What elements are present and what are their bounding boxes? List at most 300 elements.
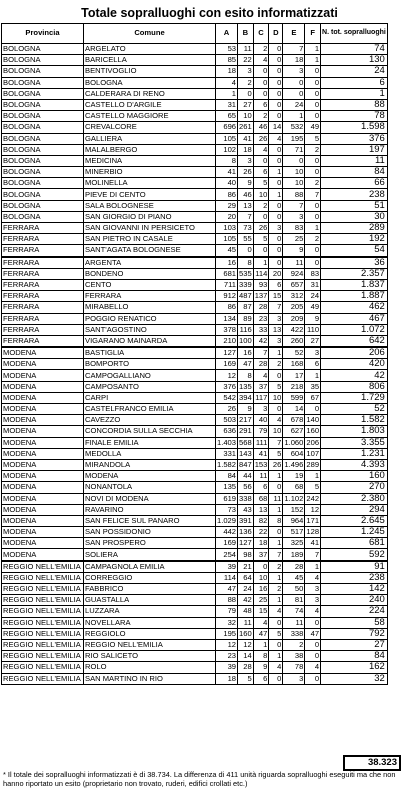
cell-e: 168 [283,359,305,370]
cell-provincia: FERRARA [2,268,84,279]
cell-comune: NONANTOLA [84,482,216,493]
cell-f: 0 [305,167,321,178]
cell-a: 31 [216,99,238,110]
cell-b: 391 [239,515,252,525]
cell-comune: ROLO [84,662,216,673]
cell-comune: CAMPOSANTO [84,381,216,392]
cell-f: 3 [305,347,321,359]
header-e: E [283,24,305,44]
table-row [2,122,388,133]
cell-total: 1.598 [321,122,388,133]
cell-b: 13 [238,200,254,211]
cell-d: 0 [269,639,283,650]
cell-a: 442 [216,527,238,538]
cell-provincia: REGGIO NELL'EMILIA [2,639,84,650]
cell-comune: SAN PROSPERO [84,538,216,549]
cell-e: 78 [283,662,305,673]
cell-comune: CONCORDIA SULLA SECCHIA [84,426,216,437]
cell-e: 3 [283,211,305,222]
cell-a: 127 [216,347,238,359]
table-row [2,211,388,222]
cell-b: 3 [238,66,254,77]
cell-d: 10 [269,426,283,437]
cell-c: 0 [253,155,269,166]
cell-e: 1.060 [284,437,304,447]
cell-c: 18 [253,538,269,549]
cell-c: 6 [253,99,269,110]
cell-b: 100 [238,335,254,347]
cell-f: 171 [306,515,320,525]
cell-total: 1.729 [321,392,388,403]
cell-f: 31 [305,279,321,290]
cell-c: 5 [253,178,269,189]
cell-comune: CAMPOGALLIANO [84,370,216,381]
cell-d: 0 [269,88,283,99]
cell-c: 42 [253,335,269,347]
cell-d: 1 [269,189,283,200]
cell-e: 88 [283,189,305,200]
cell-total: 792 [321,628,388,639]
cell-f: 41 [305,538,321,549]
table-row [2,257,388,269]
cell-f: 49 [305,302,321,313]
cell-c: 0 [253,211,269,222]
cell-e: 17 [283,370,305,381]
table-row [2,617,388,628]
cell-b: 5 [238,673,254,684]
cell-d: 4 [269,415,283,426]
cell-f: 1 [305,44,321,55]
cell-e: 218 [283,381,305,392]
cell-d: 0 [269,55,283,66]
cell-c: 28 [253,359,269,370]
cell-total: 238 [321,189,388,200]
cell-a: 103 [216,223,238,234]
cell-e: 28 [283,561,305,573]
cell-b: 89 [238,313,254,324]
table-row [2,639,388,650]
cell-d: 26 [269,459,283,470]
cell-a: 102 [216,144,238,155]
cell-comune: GUASTALLA [84,595,216,606]
cell-b: 7 [238,211,254,222]
cell-total: 206 [321,347,388,359]
cell-comune: ARGENTA [84,257,216,269]
cell-b: 535 [239,268,252,278]
cell-c: 68 [253,493,269,504]
table-row [2,595,388,606]
cell-a: 912 [216,291,238,302]
cell-total: 42 [321,370,388,381]
cell-comune: NOVELLARA [84,617,216,628]
cell-provincia: MODENA [2,448,84,459]
cell-b: 27 [238,99,254,110]
cell-a: 105 [216,133,238,144]
cell-d: 1 [269,347,283,359]
cell-c: 6 [253,167,269,178]
cell-provincia: FERRARA [2,302,84,313]
table-row [2,628,388,639]
cell-comune: LUZZARA [84,606,216,617]
cell-comune: FABBRICO [84,584,216,595]
cell-f: 47 [305,628,321,639]
cell-e: 71 [283,144,305,155]
cell-e: 81 [283,595,305,606]
cell-provincia: MODENA [2,527,84,538]
table-row [2,370,388,381]
table-row [2,155,388,166]
table-row [2,527,388,538]
cell-provincia: MODENA [2,471,84,482]
cell-c: 2 [253,200,269,211]
cell-provincia: BOLOGNA [2,111,84,122]
cell-total: 3.355 [321,437,388,448]
cell-a: 86 [216,189,238,200]
cell-e: 38 [283,651,305,662]
cell-comune: MALALBERGO [84,144,216,155]
cell-comune: CAMPAGNOLA EMILIA [84,561,216,573]
cell-a: 41 [216,167,238,178]
cell-e: 7 [283,44,305,55]
cell-comune: CAVEZZO [84,415,216,426]
cell-provincia: MODENA [2,482,84,493]
cell-a: 636 [216,426,238,437]
cell-d: 1 [269,167,283,178]
table-row [2,651,388,662]
cell-e: 10 [283,167,305,178]
cell-comune: SAN FELICE SUL PANARO [84,515,216,526]
cell-total: 54 [321,245,388,257]
cell-c: 0 [253,88,269,99]
table-row [2,268,388,279]
table-row [2,302,388,313]
cell-total: 1.231 [321,448,388,459]
cell-a: 85 [216,55,238,66]
cell-comune: MODENA [84,471,216,482]
cell-a: 696 [216,122,238,133]
cell-e: 599 [283,392,305,403]
cell-c: 26 [253,223,269,234]
cell-provincia: BOLOGNA [2,77,84,88]
cell-b: 44 [238,471,254,482]
footnote: * Il totale dei sopralluoghi informatizzati è di 38.734. La differenza di 411 unità riguarda sopralluoghi eseguiti ma che non hanno riportato un esito (proprietario non trovato, ruderi, edifici crollati etc.) [3,770,396,788]
cell-b: 43 [238,504,254,515]
cell-d: 0 [269,155,283,166]
cell-comune: BENTIVOGLIO [84,66,216,77]
header-provincia: Provincia [2,24,84,44]
cell-a: 40 [216,178,238,189]
cell-total: 11 [321,155,388,166]
cell-f: 206 [306,437,320,447]
cell-provincia: REGGIO NELL'EMILIA [2,572,84,583]
cell-c: 7 [253,347,269,359]
cell-b: 160 [239,628,252,638]
cell-f: 242 [306,493,320,503]
cell-b: 127 [239,538,252,548]
cell-f: 1 [305,471,321,482]
cell-provincia: MODENA [2,347,84,359]
cell-f: 7 [305,549,321,561]
cell-e: 657 [283,279,305,290]
cell-d: 0 [269,144,283,155]
cell-c: 4 [253,370,269,381]
cell-total: 130 [321,55,388,66]
cell-c: 1 [253,639,269,650]
cell-b: 338 [239,493,252,503]
cell-d: 0 [269,617,283,628]
table-row [2,415,388,426]
table-row [2,55,388,66]
cell-d: 8 [269,515,283,526]
cell-a: 1.403 [217,437,237,447]
table-row [2,44,388,55]
cell-comune: FERRARA [84,291,216,302]
cell-a: 1.582 [217,460,237,470]
header-b: B [238,24,254,44]
cell-c: 82 [253,515,269,526]
cell-d: 1 [269,504,283,515]
cell-f: 83 [305,268,321,279]
table-row [2,313,388,324]
cell-provincia: FERRARA [2,257,84,269]
cell-total: 376 [321,133,388,144]
cell-b: 98 [238,549,254,561]
cell-comune: SANT'AGOSTINO [84,324,216,335]
cell-provincia: BOLOGNA [2,44,84,55]
header-d: D [269,24,283,44]
cell-c: 114 [253,268,269,279]
cell-b: 2 [238,77,254,88]
cell-b: 55 [238,234,254,245]
page-title: Totale sopralluoghi con esito informatizzati [81,6,338,20]
cell-comune: MOLINELLA [84,178,216,189]
cell-f: 6 [305,359,321,370]
cell-total: 294 [321,504,388,515]
cell-provincia: MODENA [2,381,84,392]
cell-b: 9 [238,404,254,415]
cell-f: 1 [305,55,321,66]
cell-b: 394 [239,392,252,402]
cell-comune: MEDOLLA [84,448,216,459]
cell-f: 0 [305,617,321,628]
cell-b: 18 [238,144,254,155]
cell-f: 0 [305,111,321,122]
cell-f: 35 [305,381,321,392]
cell-provincia: MODENA [2,370,84,381]
cell-provincia: MODENA [2,493,84,504]
cell-b: 14 [238,651,254,662]
cell-total: 238 [321,572,388,583]
cell-f: 2 [305,178,321,189]
cell-e: 1 [283,111,305,122]
cell-b: 21 [238,561,254,573]
cell-a: 169 [216,538,238,549]
cell-total: 420 [321,359,388,370]
cell-f: 3 [305,584,321,595]
cell-f: 0 [305,200,321,211]
cell-a: 195 [216,628,238,639]
cell-provincia: MODENA [2,404,84,415]
cell-e: 52 [283,347,305,359]
cell-b: 41 [238,133,254,144]
cell-d: 0 [269,99,283,110]
cell-provincia: BOLOGNA [2,66,84,77]
table-row [2,200,388,211]
cell-provincia: REGGIO NELL'EMILIA [2,651,84,662]
cell-b: 8 [238,257,254,269]
cell-total: 51 [321,200,388,211]
cell-b: 46 [238,189,254,200]
cell-e: 604 [283,448,305,459]
cell-a: 26 [216,404,238,415]
cell-e: 24 [283,99,305,110]
cell-total: 806 [321,381,388,392]
header-total: N. tot. sopralluoghi [321,24,388,44]
cell-b: 24 [238,584,254,595]
cell-total: 32 [321,673,388,684]
cell-total: 4.393 [321,459,388,470]
cell-b: 48 [238,606,254,617]
cell-e: 964 [283,515,305,526]
cell-total: 1.803 [321,426,388,437]
cell-comune: RAVARINO [84,504,216,515]
cell-a: 65 [216,111,238,122]
cell-total: 2.357 [321,268,388,279]
cell-a: 134 [216,313,238,324]
cell-provincia: MODENA [2,459,84,470]
table-row [2,572,388,583]
cell-provincia: MODENA [2,426,84,437]
cell-comune: ARGELATO [84,44,216,55]
cell-e: 68 [283,482,305,493]
cell-e: 1.102 [284,493,304,503]
cell-e: 0 [283,88,305,99]
cell-a: 135 [216,482,238,493]
header-f: F [305,24,321,44]
cell-comune: BASTIGLIA [84,347,216,359]
cell-c: 0 [253,561,269,573]
cell-c: 4 [253,617,269,628]
cell-comune: SAN GIORGIO DI PIANO [84,211,216,222]
cell-total: 66 [321,178,388,189]
table-row [2,471,388,482]
cell-provincia: FERRARA [2,291,84,302]
cell-a: 53 [216,44,238,55]
table-row [2,515,388,526]
cell-total: 58 [321,617,388,628]
header-row [2,24,388,44]
cell-d: 3 [269,313,283,324]
cell-total: 1.582 [321,415,388,426]
cell-d: 7 [269,437,283,448]
table-row [2,584,388,595]
table-row [2,279,388,290]
cell-comune: CORREGGIO [84,572,216,583]
cell-e: 7 [283,200,305,211]
cell-e: 1.496 [284,460,304,470]
cell-provincia: BOLOGNA [2,211,84,222]
cell-b: 291 [239,426,252,436]
cell-d: 0 [269,211,283,222]
cell-e: 260 [283,335,305,347]
cell-d: 1 [269,595,283,606]
cell-c: 26 [253,133,269,144]
cell-d: 5 [269,628,283,639]
cell-provincia: REGGIO NELL'EMILIA [2,628,84,639]
cell-provincia: FERRARA [2,313,84,324]
cell-c: 25 [253,595,269,606]
cell-total: 160 [321,471,388,482]
cell-d: 14 [269,122,283,133]
cell-f: 140 [306,415,320,425]
cell-total: 289 [321,223,388,234]
cell-b: 56 [238,482,254,493]
cell-f: 0 [305,673,321,684]
cell-comune: BOLOGNA [84,77,216,88]
cell-d: 0 [269,673,283,684]
cell-d: 3 [269,335,283,347]
table-row [2,347,388,359]
table-row [2,223,388,234]
cell-a: 39 [216,662,238,673]
cell-a: 619 [216,493,238,504]
cell-total: 36 [321,257,388,269]
cell-d: 15 [269,291,283,302]
cell-comune: BOMPORTO [84,359,216,370]
cell-comune: CARPI [84,392,216,403]
cell-c: 79 [253,426,269,437]
cell-d: 4 [269,606,283,617]
cell-f: 0 [305,257,321,269]
cell-f: 9 [305,313,321,324]
cell-f: 4 [305,572,321,583]
cell-f: 0 [305,404,321,415]
cell-c: 5 [253,234,269,245]
cell-b: 487 [239,291,252,301]
cell-provincia: REGGIO NELL'EMILIA [2,617,84,628]
cell-f: 107 [306,448,320,458]
table-row [2,561,388,573]
cell-provincia: REGGIO NELL'EMILIA [2,561,84,573]
cell-c: 1 [253,257,269,269]
cell-f: 2 [305,144,321,155]
cell-b: 11 [238,44,254,55]
cell-d: 0 [269,178,283,189]
cell-a: 376 [216,381,238,392]
cell-provincia: BOLOGNA [2,99,84,110]
cell-a: 84 [216,471,238,482]
table-row [2,245,388,257]
cell-d: 4 [269,662,283,673]
cell-b: 3 [238,155,254,166]
cell-provincia: BOLOGNA [2,155,84,166]
cell-a: 4 [216,77,238,88]
table-row [2,111,388,122]
cell-provincia: MODENA [2,392,84,403]
cell-b: 22 [238,55,254,66]
cell-total: 84 [321,651,388,662]
cell-e: 0 [283,155,305,166]
cell-a: 39 [216,561,238,573]
cell-f: 24 [305,291,321,302]
inspections-table [1,23,388,685]
cell-f: 2 [305,234,321,245]
cell-e: 0 [283,77,305,88]
cell-f: 289 [306,460,320,470]
cell-provincia: FERRARA [2,245,84,257]
cell-f: 0 [305,99,321,110]
cell-a: 210 [216,335,238,347]
